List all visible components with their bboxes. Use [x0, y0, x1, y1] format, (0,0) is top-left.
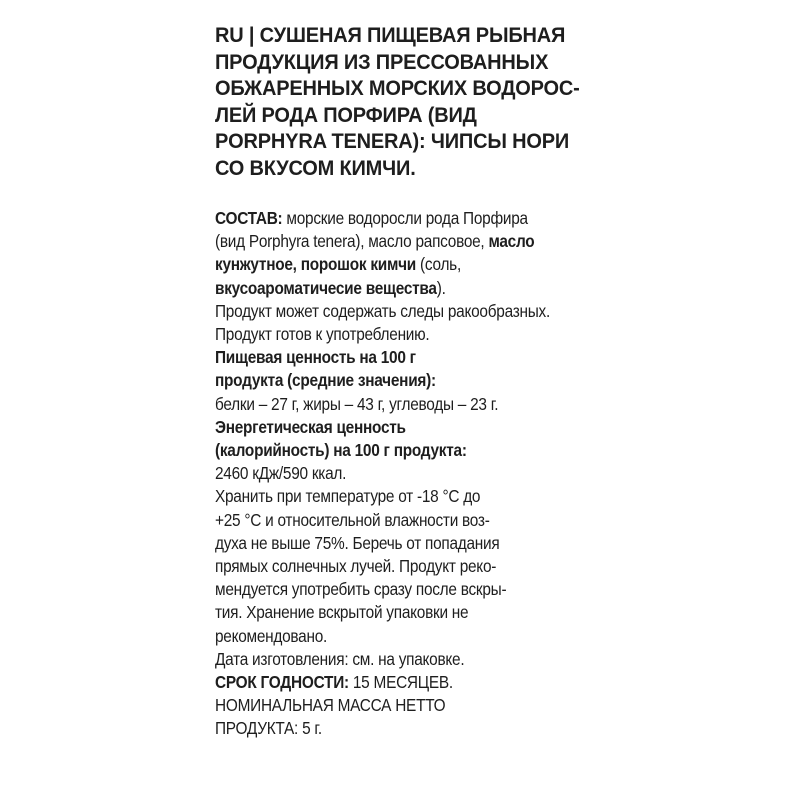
note-line: Продукт готов к употреблению. [215, 324, 430, 345]
composition-text: ). [436, 277, 446, 298]
nutrition-values: белки – 27 г, жиры – 43 г, углеводы – 23 г. [215, 393, 499, 414]
storage-line: тия. Хранение вскрытой упаковки не [215, 602, 469, 623]
shelf-life-label: СРОК ГОДНОСТИ: [215, 672, 349, 693]
composition-line [215, 230, 796, 253]
storage-line: прямых солнечных лучей. Продукт реко- [215, 556, 497, 577]
title-line: СО ВКУСОМ КИМЧИ. [215, 155, 416, 180]
storage-line: +25 °С и относительной влажности воз- [215, 509, 490, 530]
energy-heading: (калорийность) на 100 г продукта: [215, 440, 467, 461]
composition-line [215, 277, 796, 300]
composition-text: морские водоросли рода Порфира [282, 208, 528, 228]
product-title [215, 22, 754, 181]
shelf-life [215, 671, 796, 694]
nutrition-heading: продукта (средние значения): [215, 370, 436, 391]
storage-line: духа не выше 75%. Беречь от попадания [215, 532, 500, 553]
net-weight-line: НОМИНАЛЬНАЯ МАССА НЕТТО [215, 695, 446, 716]
shelf-life-value: 15 МЕСЯЦЕВ. [348, 672, 453, 693]
storage-line: мендуется употребить сразу после вскры- [215, 579, 507, 600]
energy-value: 2460 кДж/590 ккал. [215, 463, 347, 484]
storage-line: рекомендовано. [215, 625, 328, 646]
composition-text: (соль, [416, 254, 461, 275]
composition-line [215, 253, 796, 276]
nutrition-heading: Пищевая ценность на 100 г [215, 347, 416, 368]
composition-bold: кунжутное, порошок кимчи [215, 254, 417, 275]
storage-line: Хранить при температуре от -18 °С до [215, 486, 481, 507]
energy-heading: Энергетическая ценность [215, 416, 406, 437]
title-line: PORPHYRA TENERA): ЧИПСЫ НОРИ [215, 129, 570, 153]
title-line: ЛЕЙ РОДА ПОРФИРА (ВИД [215, 102, 477, 127]
title-line: ПРОДУКЦИЯ ИЗ ПРЕССОВАННЫХ [215, 49, 549, 74]
composition-line [215, 207, 796, 230]
composition-text: (вид Porphyra tenera), масло рапсовое, [215, 231, 489, 252]
title-line: ОБЖАРЕННЫХ МОРСКИХ ВОДОРОС- [215, 76, 580, 100]
manufacture-date: Дата изготовления: см. на упаковке. [215, 648, 465, 669]
composition-bold: масло [488, 231, 535, 252]
label-body [215, 207, 796, 741]
composition-label: СОСТАВ: [215, 208, 283, 228]
title-line: RU | СУШЕНАЯ ПИЩЕВАЯ РЫБНАЯ [215, 23, 566, 47]
composition-bold: вкусоароматичесие вещества [215, 277, 437, 298]
net-weight-line: ПРОДУКТА: 5 г. [215, 718, 322, 739]
note-line: Продукт может содержать следы ракообразных. [215, 300, 551, 321]
